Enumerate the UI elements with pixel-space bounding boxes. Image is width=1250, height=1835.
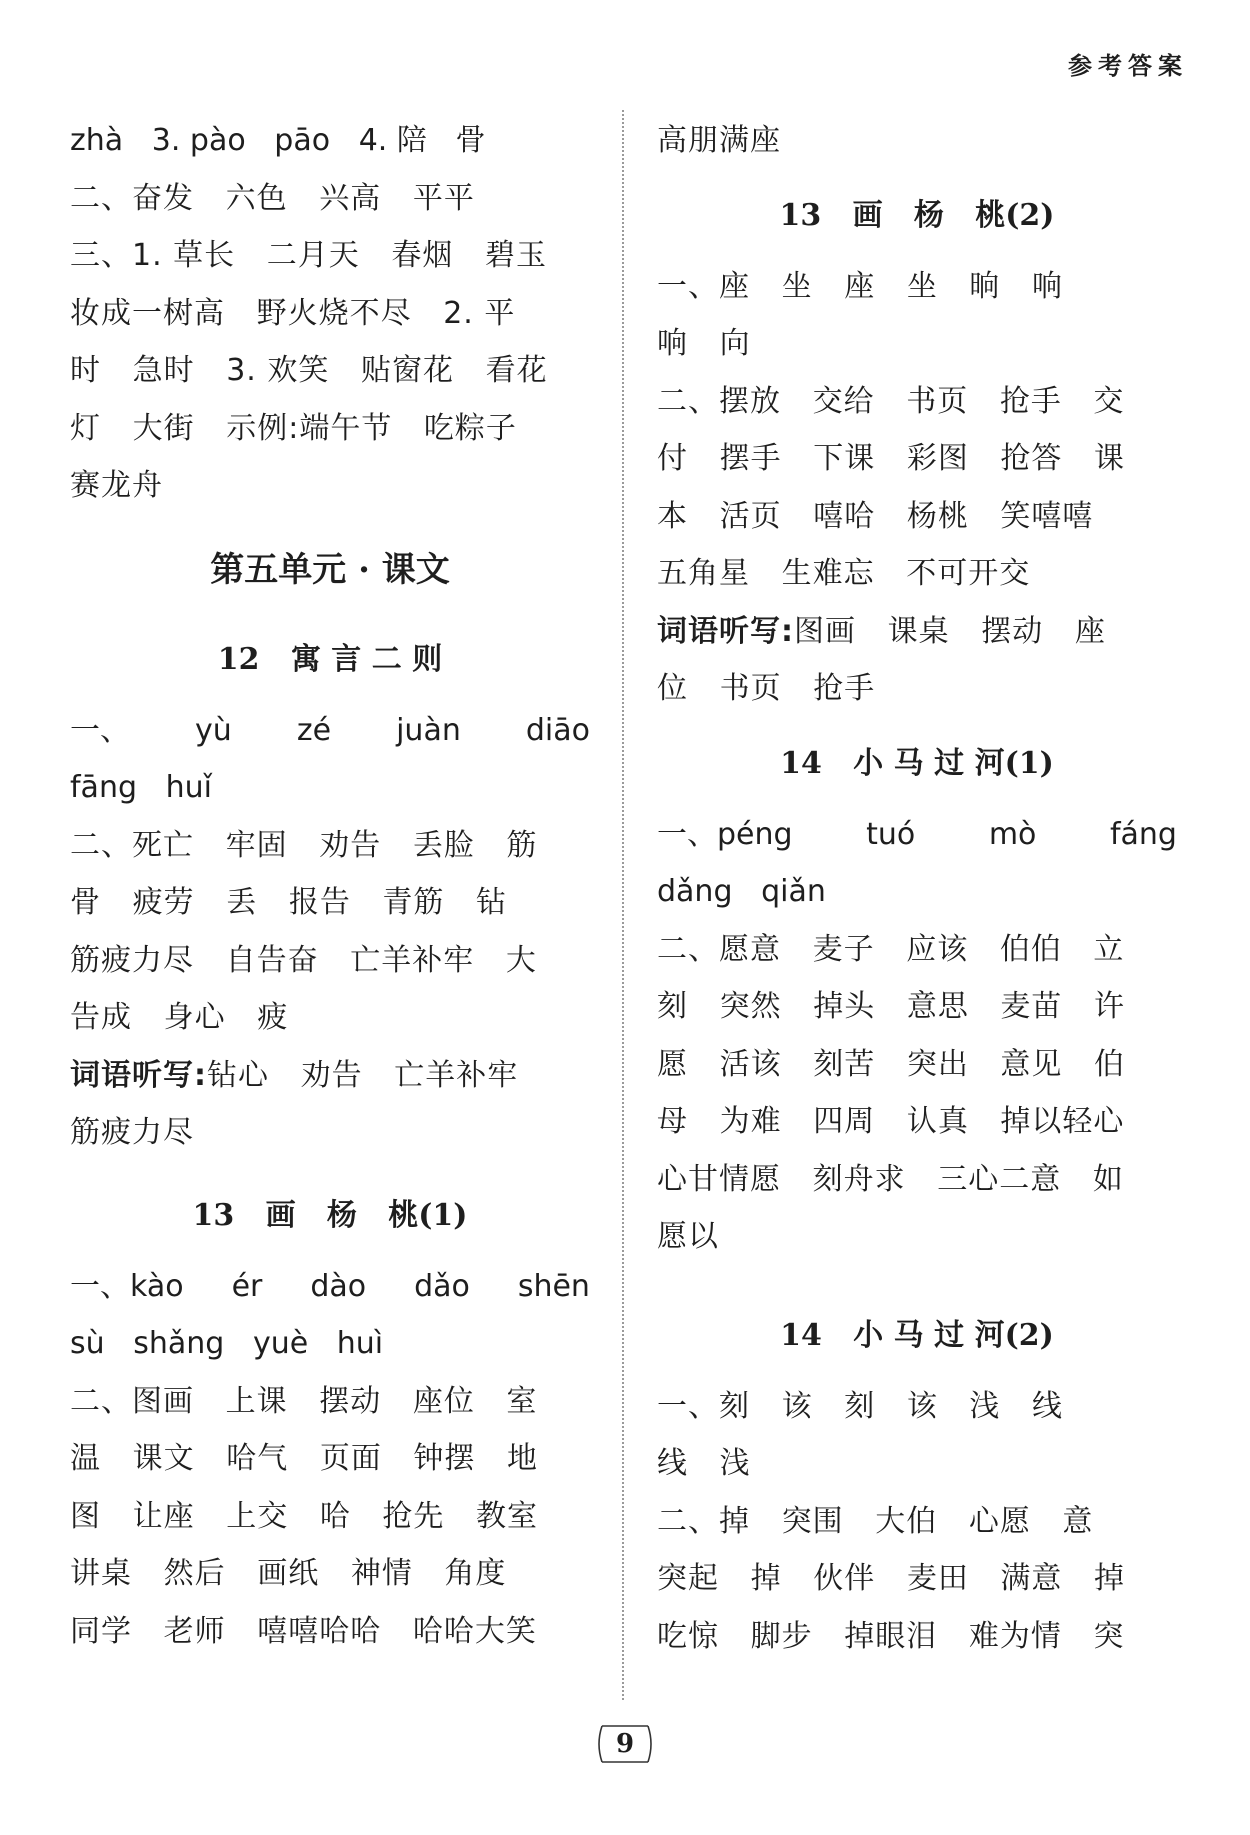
text-line: 图 让座 上交 哈 抢先 教室 [70, 1498, 539, 1534]
header-label: 参考答案 [1068, 52, 1188, 80]
text-line: 赛龙舟 [70, 468, 163, 503]
pinyin: dào [310, 1268, 367, 1304]
pinyin: shēn [517, 1268, 590, 1304]
pinyin-line: fāng huǐ [70, 770, 212, 805]
text-line: 二、死亡 牢固 劝告 丢脸 筋 [70, 827, 538, 863]
text-line: 一、座 坐 座 坐 晌 响 [657, 268, 1064, 304]
pinyin: tuó [866, 816, 916, 852]
pinyin: yù [195, 712, 232, 748]
pinyin: 一、kào [70, 1268, 184, 1304]
pinyin: zé [296, 712, 332, 748]
text-line: 高朋满座 [657, 123, 781, 158]
text-line: 三、1. 草长 二月天 春烟 碧玉 [70, 238, 547, 273]
text-line: 时 急时 3. 欢笑 贴窗花 看花 [70, 353, 548, 388]
pinyin-line [70, 1258, 590, 1316]
text-line: zhà 3. pào pāo 4. 陪 骨 [70, 123, 486, 158]
page-number-text: 9 [615, 1729, 635, 1759]
right-column [657, 112, 1177, 1665]
text-line: 妆成一树高 野火烧不尽 2. 平 [70, 295, 516, 331]
pinyin: juàn [396, 712, 461, 748]
text-line: 同学 老师 嘻嘻哈哈 哈哈大笑 [70, 1613, 537, 1649]
section-title: 14 小 马 过 河(1) [780, 745, 1054, 781]
text-line: 一、刻 该 刻 该 浅 线 [657, 1388, 1064, 1424]
left-column [70, 112, 590, 1660]
column-divider [622, 110, 624, 1700]
dictation-line [657, 603, 1177, 661]
text-line: 二、愿意 麦子 应该 伯伯 立 [657, 931, 1125, 967]
pinyin: 一、 [70, 712, 130, 748]
text-line: 二、摆放 交给 书页 抢手 交 [657, 383, 1125, 419]
text-line: 愿 活该 刻苦 突出 意见 伯 [657, 1046, 1126, 1082]
section-title: 12 寓 言 二 则 [217, 641, 443, 677]
section-title: 13 画 杨 桃(1) [192, 1197, 468, 1233]
pinyin: ér [231, 1268, 263, 1304]
text-line: 温 课文 哈气 页面 钟摆 地 [70, 1441, 539, 1476]
text-line: 付 摆手 下课 彩图 抢答 课 [657, 441, 1126, 476]
text-line: 响 向 [657, 326, 751, 361]
text-line: 本 活页 嘻哈 杨桃 笑嘻嘻 [657, 498, 1094, 534]
pinyin: dǎo [414, 1268, 470, 1304]
pinyin: mò [988, 816, 1037, 852]
page-number [594, 1722, 656, 1766]
text-line: 位 书页 抢手 [657, 671, 876, 706]
section-title: 14 小 马 过 河(2) [780, 1317, 1054, 1353]
dictation-label: 词语听写: [657, 613, 794, 649]
text-line: 骨 疲劳 丢 报告 青筋 钻 [70, 885, 508, 920]
text-line: 心甘情愿 刻舟求 三心二意 如 [657, 1161, 1124, 1197]
text-line: 线 浅 [657, 1446, 751, 1481]
text-line: 灯 大街 示例:端午节 吃粽子 [70, 410, 517, 446]
unit-title: 第五单元 · 课文 [210, 549, 450, 590]
text-line: 母 为难 四周 认真 掉以轻心 [657, 1104, 1125, 1139]
text-line: 筋疲力尽 [70, 1115, 194, 1150]
text-line: 突起 掉 伙伴 麦田 满意 掉 [657, 1561, 1126, 1596]
pinyin-line [657, 806, 1177, 864]
section-title: 13 画 杨 桃(2) [779, 197, 1055, 233]
text-line: 刻 突然 掉头 意思 麦苗 许 [657, 989, 1126, 1024]
text-line: 告成 身心 疲 [70, 1000, 289, 1035]
text-line: 二、图画 上课 摆动 座位 室 [70, 1383, 538, 1419]
text-line: 讲桌 然后 画纸 神情 角度 [70, 1556, 507, 1591]
dictation-text: 钻心 劝告 亡羊补牢 [207, 1057, 519, 1093]
dictation-line [70, 1047, 590, 1105]
dictation-label: 词语听写: [70, 1057, 207, 1093]
text-line: 吃惊 脚步 掉眼泪 难为情 突 [657, 1618, 1125, 1654]
text-line: 筋疲力尽 自告奋 亡羊补牢 大 [70, 942, 537, 978]
pinyin-line [70, 702, 590, 760]
pinyin: diāo [525, 712, 590, 748]
text-line: 二、掉 突围 大伯 心愿 意 [657, 1503, 1094, 1539]
text-line: 愿以 [657, 1219, 719, 1254]
dictation-text: 图画 课桌 摆动 座 [794, 613, 1106, 649]
pinyin: fáng [1109, 816, 1177, 852]
pinyin: 一、péng [657, 816, 793, 852]
pinyin-line: sù shǎng yuè huì [70, 1326, 384, 1361]
pinyin-line: dǎng qiǎn [657, 874, 826, 909]
text-line: 二、奋发 六色 兴高 平平 [70, 180, 475, 216]
text-line: 五角星 生难忘 不可开交 [657, 556, 1031, 591]
